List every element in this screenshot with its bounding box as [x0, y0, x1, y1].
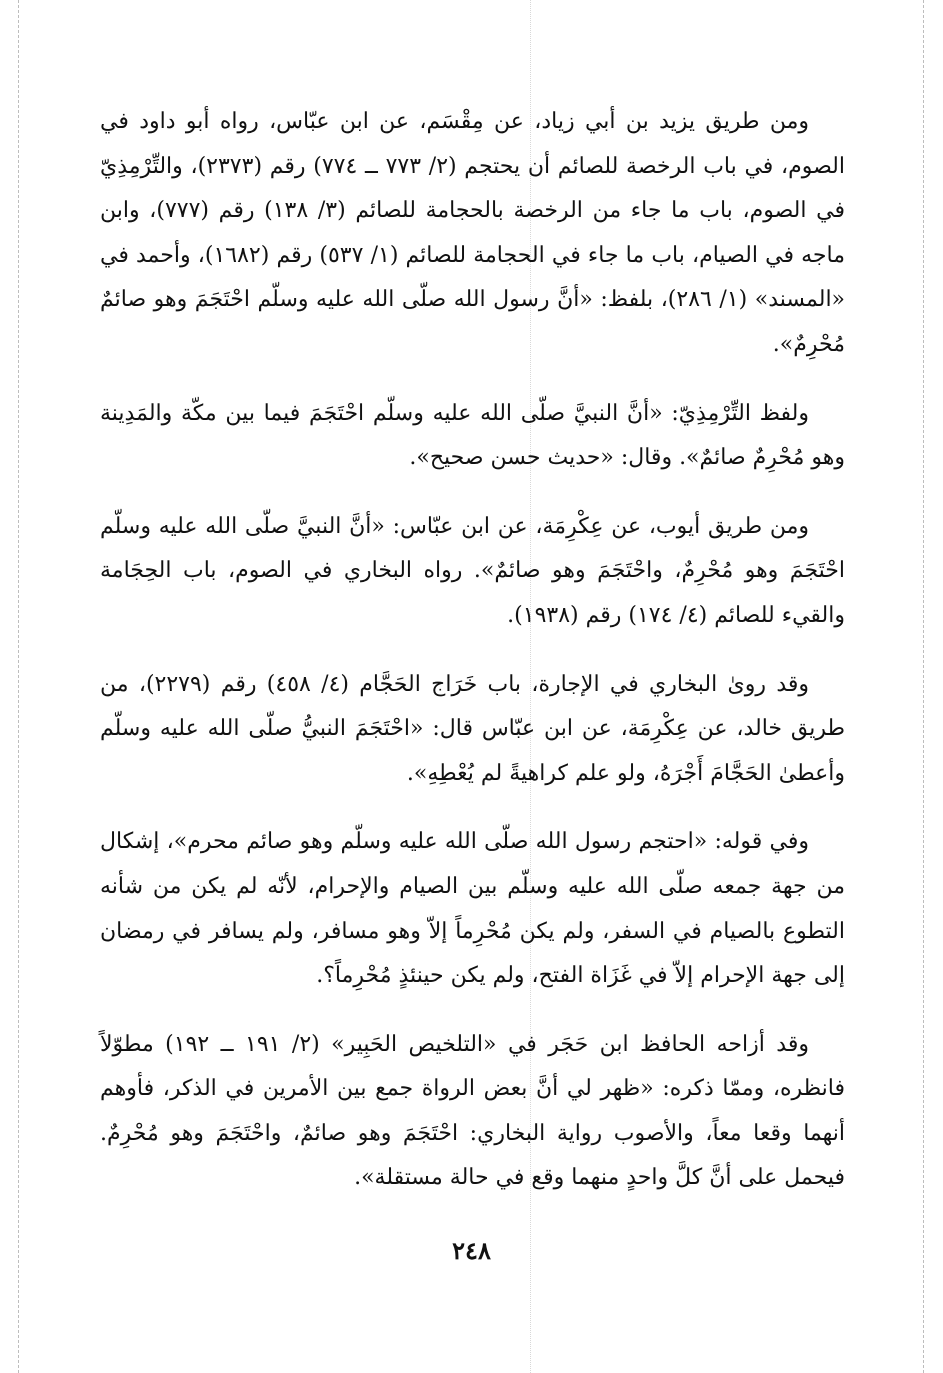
paragraph-1: ومن طريق يزيد بن أبي زياد، عن مِقْسَم، عن ابن عبّاس، رواه أبو داود في الصوم، في باب الرخصة للصائم أن يحتجم (٢/ ٧٧٣ ــ ٧٧٤) رقم (٢٣٧٣)، والتِّرْمِذِيّ في الصوم، باب ما جاء من الرخصة بالحجامة للصائم (٣/ ١٣٨) رقم (٧٧٧)، وابن ماجه في الصيام، باب ما جاء في الحجامة للصائم (١/ ٥٣٧) رقم (١٦٨٢)، وأحمد في «المسند» (١/ ٢٨٦)، بلفظ: «أنَّ رسول الله صلّى الله عليه وسلّم احْتَجَمَ وهو صائمٌ مُحْرِمٌ». [100, 109, 846, 357]
paragraph-2: ولفظ التِّرْمِذِيّ: «أنَّ النبيَّ صلّى الله عليه وسلّم احْتَجَمَ فيما بين مكّة والمَدِينة وهو مُحْرِمٌ صائمٌ». وقال: «حديث حسن صحيح». [100, 400, 845, 471]
paragraph-3: ومن طريق أيوب، عن عِكْرِمَة، عن ابن عبّاس: «أنَّ النبيَّ صلّى الله عليه وسلّم احْتَجَمَ وهو مُحْرِمٌ، واحْتَجَمَ وهو صائمٌ». رواه البخاري في الصوم، باب الحِجَامة والقيء للصائم (٤/ ١٧٤) رقم (١٩٣٨). [100, 513, 845, 628]
paragraph-4: وقد روىٰ البخاري في الإجارة، باب خَرَاج الحَجَّام (٤/ ٤٥٨) رقم (٢٢٧٩)، من طريق خالد، عن عِكْرِمَة، عن ابن عبّاس قال: «احْتَجَمَ النبيُّ صلّى الله عليه وسلّم وأعطىٰ الحَجَّامَ أَجْرَهُ، ولو علم كراهيةً لم يُعْطِهِ». [100, 671, 845, 786]
paragraph-5: وفي قوله: «احتجم رسول الله صلّى الله عليه وسلّم وهو صائم محرم»، إشكال من جهة جمعه صلّى الله عليه وسلّم بين الصيام والإحرام، لأنّه لم يكن من شأنه التطوع بالصيام في السفر، ولم يكن مُحْرِماً إلاّ وهو مسافر، ولم يسافر في رمضان إلى جهة الإحرام إلاّ في غَزَاة الفتح، ولم يكن حينئذٍ مُحْرِماً؟. [100, 829, 845, 989]
paragraph-6: وقد أزاحه الحافظ ابن حَجَر في «التلخيص الحَبِير» (٢/ ١٩١ ــ ١٩٢) مطوّلاً فانظره، وممّا ذكره: «ظهر لي أنَّ بعض الرواة جمع بين الأمرين في الذكر، فأوهم أنهما وقعا معاً، والأصوب رواية البخاري: احْتَجَمَ وهو صائمٌ، واحْتَجَمَ وهو مُحْرِمٌ. فيحمل على أنَّ كلَّ واحدٍ منهما وقع في حالة مستقلة». [100, 1031, 845, 1191]
scan-margin-line-left [18, 0, 19, 1373]
page-number: ٢٤٨ [452, 1236, 491, 1265]
page-body [100, 100, 845, 1201]
scan-margin-line-right [923, 0, 924, 1373]
